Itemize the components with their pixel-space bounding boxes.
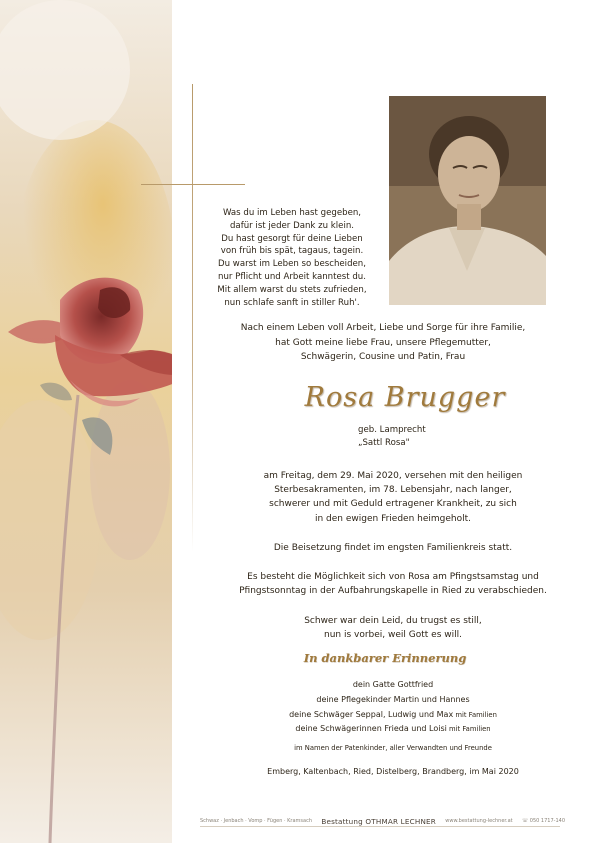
rose-watercolor-artwork — [0, 0, 172, 843]
death-line: in den ewigen Frieden heimgeholt. — [314, 513, 472, 524]
mourner-line — [228, 693, 558, 708]
funeral-line: Die Beisetzung findet im engsten Familienkreis statt. — [273, 543, 513, 553]
poem-line: nur Pflicht und Arbeit kanntest du. — [218, 271, 366, 282]
poem-line: Du warst im Leben so bescheiden, — [218, 259, 366, 270]
mourner-line — [228, 708, 558, 723]
intro-line: Nach einem Leben voll Arbeit, Liebe und Sorge für ihre Familie, — [240, 323, 526, 333]
mourner-main: deine Schwägerinnen Frieda und Loisi — [295, 724, 447, 734]
mourners-list — [228, 678, 558, 756]
footer-brand: Bestattung OTHMAR LECHNER — [321, 816, 436, 826]
poem-line: dafür ist jeder Dank zu klein. — [229, 220, 355, 231]
consolation-verse — [228, 614, 558, 642]
farewell-line: Es besteht die Möglichkeit sich von Rosa am Pfingstsamstag und — [247, 572, 539, 582]
places-and-date: Emberg, Kaltenbach, Ried, Distelberg, Brandberg, im Mai 2020 — [267, 767, 519, 776]
poem — [208, 207, 376, 309]
mourner-main: dein Gatte Gottfried — [352, 680, 434, 689]
intro-line: hat Gott meine liebe Frau, unsere Pflegemutter, — [275, 337, 491, 348]
deceased-name: Rosa Brugger — [304, 382, 506, 413]
farewell-line: Pfingstsonntag in der Aufbahrungskapelle in Ried zu verabschieden. — [239, 586, 547, 597]
mourner-main: deine Schwäger Seppal, Ludwig und Max — [289, 709, 454, 719]
footer-locations: Schwaz · Jenbach · Vomp · Fügen · Kramsach — [200, 818, 312, 824]
death-line: Sterbesakramenten, im 78. Lebensjahr, nach langer, — [274, 485, 512, 496]
memory-heading: In dankbarer Erinnerung — [303, 651, 467, 665]
footer-divider — [200, 826, 560, 827]
intro-line: Schwägerin, Cousine und Patin, Frau — [300, 352, 466, 363]
birth-info — [358, 424, 488, 449]
poem-line: Mit allem warst du stets zufrieden, — [217, 284, 367, 295]
mourner-line — [228, 678, 558, 693]
footer-phone: ☏ 050 1717-140 — [521, 818, 565, 824]
mourner-line — [228, 722, 558, 737]
farewell-note — [228, 570, 558, 598]
cross-horizontal-beam — [141, 184, 245, 185]
mourner-suffix: mit Familien — [446, 725, 491, 734]
poem-line: Was du im Leben hast gegeben, — [222, 208, 362, 218]
on-behalf-line: im Namen der Patenkinder, aller Verwandten und Freunde — [294, 744, 492, 753]
portrait-photo — [389, 96, 546, 305]
intro-text — [208, 321, 558, 365]
mourner-main: deine Pflegekinder Martin und Hannes — [316, 694, 470, 704]
poem-line: nun schlafe sanft in stiller Ruh'. — [224, 297, 360, 308]
funeral-note — [228, 541, 558, 555]
cross-vertical-beam — [192, 84, 193, 552]
mourner-suffix: mit Familien — [453, 710, 497, 719]
death-announcement — [228, 469, 558, 526]
poem-line: von früh bis spät, tagaus, tagein. — [220, 246, 364, 257]
birth-name: geb. Lamprecht — [358, 425, 426, 435]
poem-line: Du hast gesorgt für deine Lieben — [221, 233, 363, 244]
death-line: am Freitag, dem 29. Mai 2020, versehen mit den heiligen — [263, 471, 523, 481]
nickname: „Sattl Rosa" — [358, 437, 410, 448]
consolation-line: Schwer war dein Leid, du trugst es still, — [304, 616, 482, 626]
footer-website[interactable]: www.bestattung-lechner.at — [445, 818, 513, 824]
death-line: schwerer und mit Geduld ertragener Krankheit, zu sich — [269, 499, 517, 510]
consolation-line: nun is vorbei, weil Gott es will. — [324, 630, 462, 641]
